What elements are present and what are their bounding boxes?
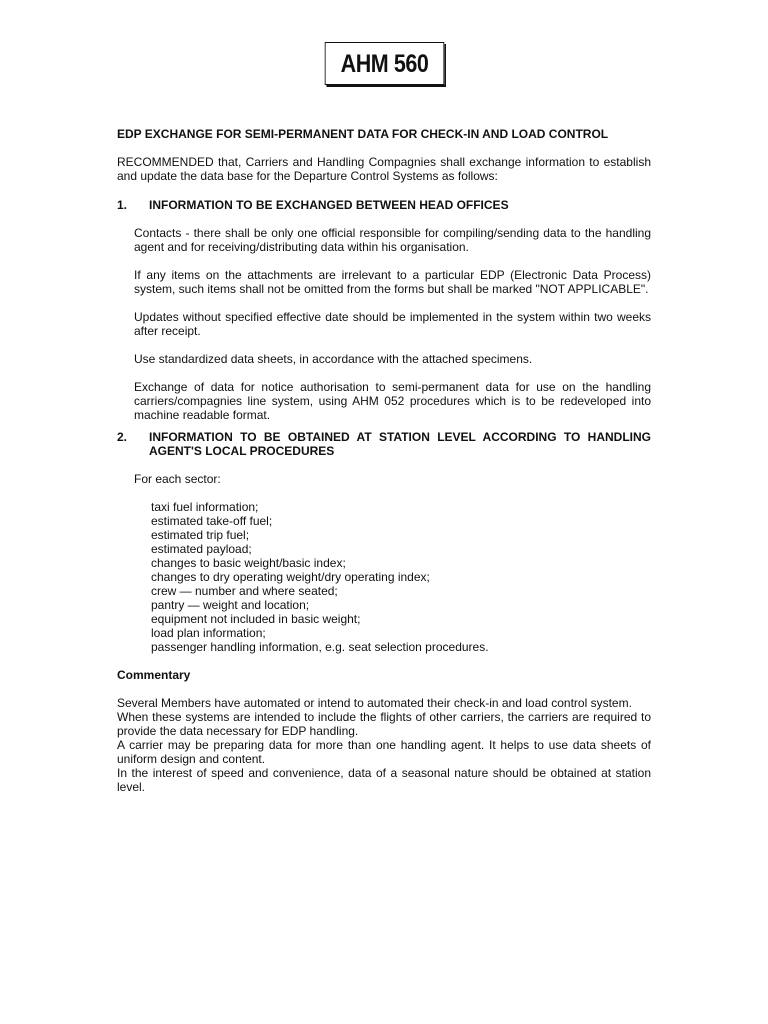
section-paragraph: Updates without specified effective date should be implemented in the system within two weeks after receipt. (134, 310, 651, 338)
list-item: changes to dry operating weight/dry operating index; (151, 570, 430, 584)
commentary-body (117, 696, 651, 794)
list-item: estimated payload; (151, 542, 252, 556)
list-item: passenger handling information, e.g. seat selection procedures. (151, 640, 489, 654)
section-heading-text: INFORMATION TO BE EXCHANGED BETWEEN HEAD OFFICES (149, 198, 509, 212)
list-item: estimated take-off fuel; (151, 514, 273, 528)
commentary-line: In the interest of speed and convenience, data of a seasonal nature should be obtained at station level. (117, 766, 651, 794)
section-number: 2. (117, 430, 128, 444)
section-heading-text: INFORMATION TO BE OBTAINED AT STATION LEVEL ACCORDING TO HANDLING AGENT'S LOCAL PROCEDURES (149, 430, 651, 458)
section-paragraph: Contacts - there shall be only one official responsible for compiling/sending data to the handling agent and for receiving/distributing data within his organisation. (134, 226, 651, 254)
section-2-heading (117, 430, 651, 458)
section-2-body (134, 472, 651, 486)
section-number: 1. (117, 198, 128, 212)
commentary-line: When these systems are intended to include the flights of other carriers, the carriers are required to provide the data necessary for EDP handling. (117, 710, 651, 738)
document-body (117, 127, 651, 794)
intro-paragraph: RECOMMENDED that, Carriers and Handling Compagnies shall exchange information to establish and update the data base for the Departure Control Systems as follows: (117, 155, 651, 183)
list-item: estimated trip fuel; (151, 528, 250, 542)
list-item: taxi fuel information; (151, 500, 259, 514)
section-1-body (134, 226, 651, 422)
section-paragraph: If any items on the attachments are irrelevant to a particular EDP (Electronic Data Process) system, such items shall not be omitted from the forms but shall be marked "NOT APPLICABLE". (134, 268, 651, 296)
document-title: EDP EXCHANGE FOR SEMI-PERMANENT DATA FOR CHECK-IN AND LOAD CONTROL (117, 127, 609, 141)
list-item: changes to basic weight/basic index; (151, 556, 346, 570)
commentary-line: A carrier may be preparing data for more than one handling agent. It helps to use data sheets of uniform design and content. (117, 738, 651, 766)
document-code: AHM 560 (340, 49, 429, 78)
list-item: pantry — weight and location; (151, 598, 310, 612)
sector-info-list (151, 500, 651, 654)
commentary-line: Several Members have automated or intend to automated their check-in and load control system. (117, 696, 632, 710)
list-item: equipment not included in basic weight; (151, 612, 361, 626)
list-item: crew — number and where seated; (151, 584, 338, 598)
section-1-heading (117, 198, 651, 212)
section-lead: For each sector: (134, 472, 221, 486)
section-paragraph: Exchange of data for notice authorisation to semi-permanent data for use on the handling carriers/compagnies line system, using AHM 052 procedures which is to be redeveloped into machine readable format. (134, 380, 651, 422)
section-paragraph: Use standardized data sheets, in accordance with the attached specimens. (134, 352, 533, 366)
document-code-box (325, 42, 445, 85)
commentary-title: Commentary (117, 668, 191, 682)
list-item: load plan information; (151, 626, 266, 640)
